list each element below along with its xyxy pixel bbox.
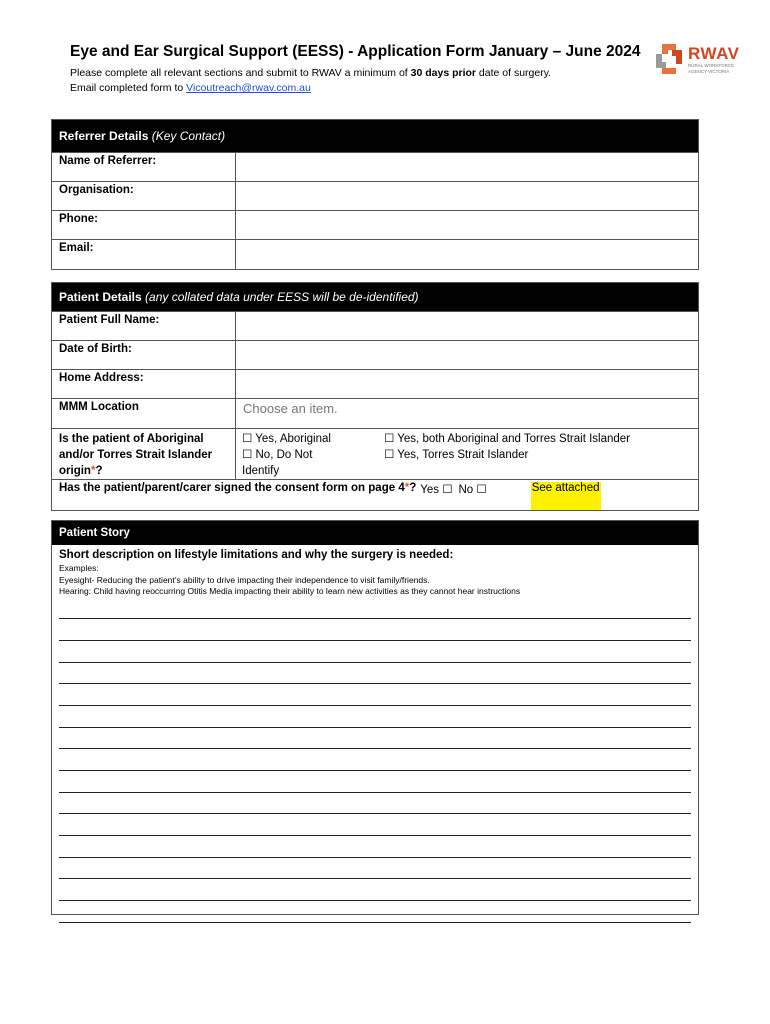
email-link[interactable]: Vicoutreach@rwav.com.au: [186, 82, 311, 94]
phone-label: Phone:: [52, 211, 236, 239]
rwav-logo-icon: [652, 42, 686, 76]
email-label: Email:: [52, 240, 236, 269]
story-answer-line[interactable]: [59, 749, 691, 771]
story-answer-line[interactable]: [59, 684, 691, 706]
organisation-row: [52, 181, 698, 210]
story-answer-line[interactable]: [59, 641, 691, 663]
patient-name-row: [52, 311, 698, 340]
story-answer-line[interactable]: [59, 619, 691, 641]
consent-yes-checkbox[interactable]: Yes ☐: [420, 484, 453, 496]
consent-text: Has the patient/parent/carer signed the consent form on page 4: [59, 482, 405, 494]
referrer-section: [51, 119, 699, 270]
story-answer-line[interactable]: [59, 728, 691, 750]
origin-not-identify-checkbox[interactable]: ☐ No, Do Not Identify: [242, 449, 313, 477]
story-answer-line[interactable]: [59, 836, 691, 858]
origin-tsi-checkbox[interactable]: ☐ Yes, Torres Strait Islander: [384, 449, 529, 461]
email-instruction: Email completed form to: [70, 82, 187, 94]
story-example-hearing: Hearing: Child having reoccurring Otitis Media impacting their ability to learn new activities as they cannot hear instructions: [59, 586, 521, 596]
intro-text-end: date of surgery.: [476, 67, 552, 79]
consent-row: [52, 479, 698, 510]
form-intro: [70, 66, 551, 96]
email-field[interactable]: [236, 240, 698, 269]
intro-deadline: 30 days prior: [410, 67, 476, 79]
mmm-dropdown[interactable]: Choose an item.: [243, 401, 338, 416]
dob-field[interactable]: [236, 341, 698, 369]
story-answer-line[interactable]: [59, 706, 691, 728]
story-answer-line[interactable]: [59, 598, 691, 620]
mmm-row: [52, 398, 698, 428]
consent-no-checkbox[interactable]: No ☐: [458, 484, 487, 496]
story-answer-line[interactable]: [59, 663, 691, 685]
form-title: Eye and Ear Surgical Support (EESS) - Application Form January – June 2024: [70, 43, 641, 60]
story-examples-label: Examples:: [59, 563, 99, 573]
mmm-label: MMM Location: [52, 399, 236, 428]
address-row: [52, 369, 698, 398]
story-answer-line[interactable]: [59, 858, 691, 880]
story-answer-line[interactable]: [59, 879, 691, 901]
consent-q: ?: [409, 482, 417, 494]
phone-field[interactable]: [236, 211, 698, 239]
origin-label-text: Is the patient of Aboriginal and/or Torres Strait Islander origin: [59, 433, 213, 477]
story-section: [51, 520, 699, 915]
address-label: Home Address:: [52, 370, 236, 398]
referrer-name-label: Name of Referrer:: [52, 153, 236, 181]
referrer-name-row: [52, 152, 698, 181]
required-asterisk: *: [90, 465, 96, 477]
referrer-name-field[interactable]: [236, 153, 698, 181]
origin-label: [52, 429, 236, 479]
see-attached-note: See attached: [531, 482, 601, 510]
patient-heading-text: Patient Details: [59, 290, 142, 304]
story-answer-line[interactable]: [59, 771, 691, 793]
rwav-logo: [652, 42, 752, 78]
email-row: [52, 239, 698, 269]
referrer-heading: [52, 120, 698, 152]
organisation-field[interactable]: [236, 182, 698, 210]
consent-asterisk: *: [404, 482, 410, 494]
patient-section: [51, 282, 699, 511]
story-answer-lines[interactable]: [59, 598, 691, 923]
story-heading: Patient Story: [52, 521, 698, 545]
story-question: Short description on lifestyle limitations and why the surgery is needed:: [59, 549, 454, 561]
logo-wordmark: RWAV: [688, 44, 740, 63]
address-field[interactable]: [236, 370, 698, 398]
origin-both-checkbox[interactable]: ☐ Yes, both Aboriginal and Torres Strait Islander: [384, 433, 630, 445]
patient-heading: [52, 283, 698, 311]
referrer-heading-text: Referrer Details: [59, 129, 149, 143]
logo-tagline: RURAL WORKFORCE AGENCY VICTORIA: [688, 63, 735, 74]
story-answer-line[interactable]: [59, 793, 691, 815]
dob-row: [52, 340, 698, 369]
dob-label: Date of Birth:: [52, 341, 236, 369]
origin-label-q: ?: [95, 465, 103, 477]
intro-text: Please complete all relevant sections and submit to RWAV a minimum of: [70, 67, 411, 79]
origin-row: [52, 428, 698, 479]
referrer-heading-note: (Key Contact): [151, 129, 226, 143]
patient-heading-note: (any collated data under EESS will be de-identified): [145, 290, 419, 304]
story-answer-line[interactable]: [59, 814, 691, 836]
consent-question: [59, 482, 416, 510]
patient-name-field[interactable]: [236, 312, 698, 340]
organisation-label: Organisation:: [52, 182, 236, 210]
story-example-eyesight: Eyesight- Reducing the patient’s ability to drive impacting their independence to visit family/friends.: [59, 574, 430, 585]
patient-name-label: Patient Full Name:: [52, 312, 236, 340]
story-answer-line[interactable]: [59, 901, 691, 923]
origin-aboriginal-checkbox[interactable]: ☐ Yes, Aboriginal: [242, 433, 331, 445]
phone-row: [52, 210, 698, 239]
